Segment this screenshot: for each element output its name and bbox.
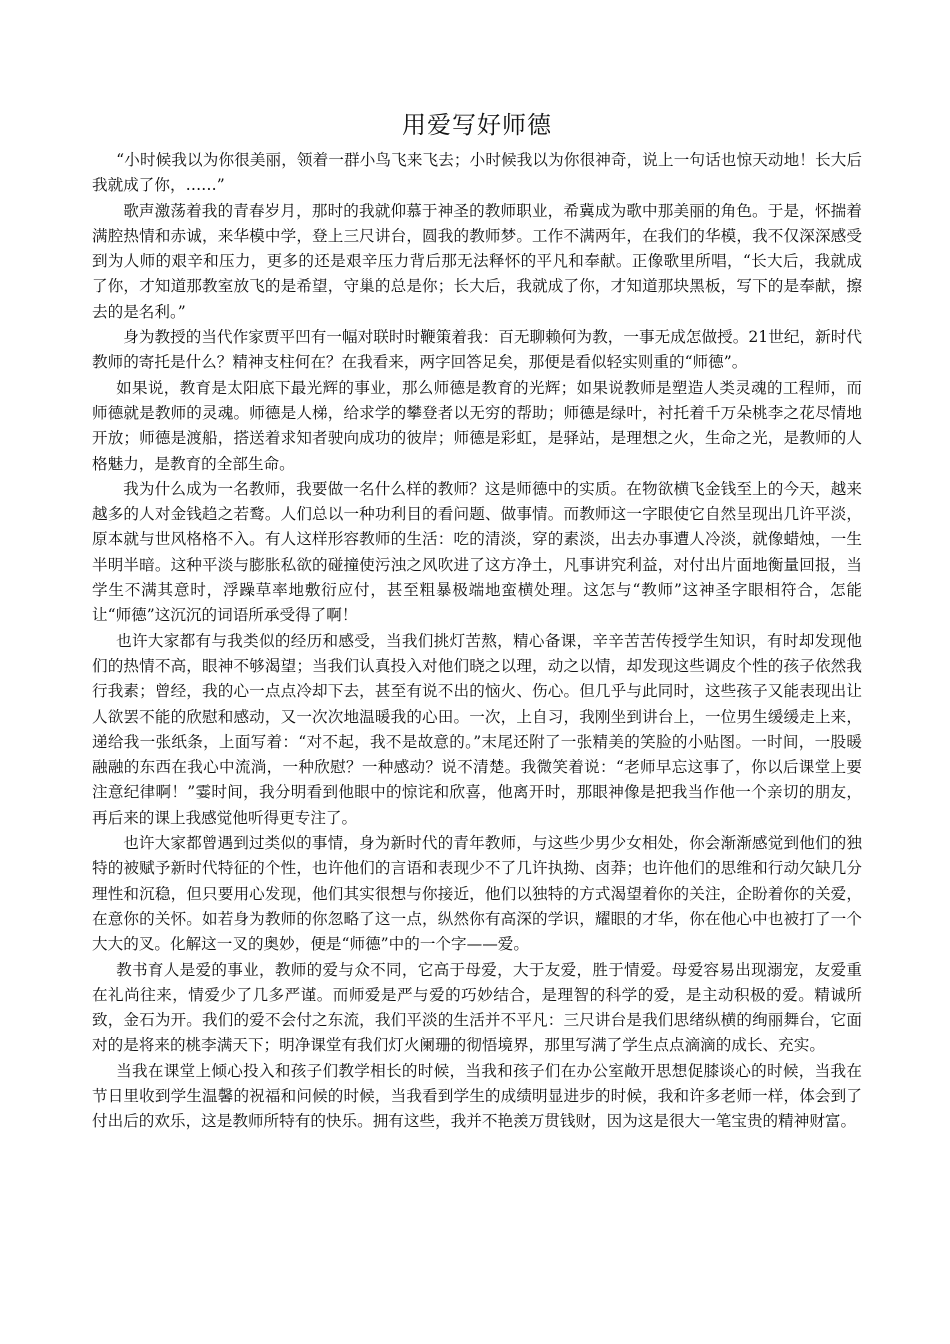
paragraph-why-teacher: 我为什么成为一名教师，我要做一名什么样的教师？这是师德中的实质。在物欲横飞金钱至上的今天，越来越多的人对金钱趋之若鹜。人们总以一种功利目的看问题、做事情。而教师这一字眼使它自然呈现出几许平淡，原本就与世风格格不入。有人这样形容教师的生活：吃的清淡，穿的素淡，出去办事遭人冷淡，就像蜡烛，一生半明半暗。这种平淡与膨胀私欲的碰撞使污浊之风吹进了这方净土，凡事讲究利益，对付出片面地衡量回报，当学生不满其意时，浮躁草率地敷衍应付，甚至粗暴极端地蛮横处理。这怎与“教师”这神圣字眼相符合，怎能让“师德”这沉沉的词语所承受得了啊！ (92, 479, 862, 625)
paragraph-song-quote: “小时候我以为你很美丽，领着一群小鸟飞来飞去；小时候我以为你很神奇，说上一句话也惊天动地！长大后我就成了你，……” (92, 151, 862, 195)
paragraph-joy-of-teaching: 当我在课堂上倾心投入和孩子们教学相长的时候，当我和孩子们在办公室敞开思想促膝谈心的时候，当我在节日里收到学生温馨的祝福和问候的时候，当我看到学生的成绩明显进步的时候，我和许多老师一样，体会到了付出后的欢乐，这是教师所特有的快乐。拥有这些，我并不艳羡万贯钱财，因为这是很大一笔宝贵的精神财富。 (92, 1061, 862, 1131)
document-title: 用爱写好师德 (402, 111, 552, 139)
paragraph-song-memories: 歌声激荡着我的青春岁月，那时的我就仰慕于神圣的教师职业，希冀成为歌中那美丽的角色。于是，怀揣着满腔热情和赤诚，来华模中学，登上三尺讲台，圆我的教师梦。工作不满两年，在我们的华模，我不仅深深感受到为人师的艰辛和压力，更多的还是艰辛压力背后那无法释怀的平凡和奉献。正像歌里所唱，“长大后，我就成了你，才知道那教室放飞的是希望，守巢的总是你；长大后，我就成了你，才知道那块黑板，写下的是奉献，擦去的是名利。” (92, 201, 862, 321)
paragraph-teacher-ethics-metaphors: 如果说，教育是太阳底下最光辉的事业，那么师德是教育的光辉；如果说教师是塑造人类灵魂的工程师，而师德就是教师的灵魂。师德是人梯，给求学的攀登者以无穷的帮助；师德是绿叶，衬托着千万朵桃李之花尽情地开放；师德是渡船，搭送着求知者驶向成功的彼岸；师德是彩虹，是驿站，是理想之火，生命之光，是教师的人格魅力，是教育的全部生命。 (92, 378, 862, 473)
paragraph-young-teachers: 也许大家都曾遇到过类似的事情，身为新时代的青年教师，与这些少男少女相处，你会渐渐感觉到他们的独特的被赋予新时代特征的个性，也许他们的言语和表现少不了几许执拗、卤莽；也许他们的思维和行动欠缺几分理性和沉稳，但只要用心发现，他们其实很想与你接近，他们以独特的方式渴望着你的关注，企盼着你的关爱，在意你的关怀。如若身为教师的你忽略了这一点，纵然你有高深的学识，耀眼的才华，你在他心中也被打了一个大大的叉。化解这一叉的奥妙，便是“师德”中的一个字——爱。 (92, 834, 862, 954)
paragraph-student-note-story: 也许大家都有与我类似的经历和感受，当我们挑灯苦熬，精心备课，辛辛苦苦传授学生知识，有时却发现他们的热情不高，眼神不够渴望；当我们认真投入对他们晓之以理，动之以情，却发现这些调皮个性的孩子依然我行我素；曾经，我的心一点点冷却下去，甚至有说不出的恼火、伤心。但几乎与此同时，这些孩子又能表现出让人欲罢不能的欣慰和感动，又一次次地温暖我的心田。一次，上自习，我刚坐到讲台上，一位男生缓缓走上来，递给我一张纸条，上面写着：“对不起，我不是故意的。”末尾还附了一张精美的笑脸的小贴图。一时间，一股暖融融的东西在我心中流淌，一种欣慰？一种感动？说不清楚。我微笑着说：“老师早忘这事了，你以后课堂上要注意纪律啊！”霎时间，我分明看到他眼中的惊诧和欣喜，他离开时，那眼神像是把我当作他一个亲切的朋友，再后来的课上我感觉他听得更专注了。 (92, 631, 862, 827)
document-page (92, 108, 862, 1135)
paragraph-teacher-love: 教书育人是爱的事业，教师的爱与众不同，它高于母爱，大于友爱，胜于情爱。母爱容易出现溺宠，友爱重在礼尚往来，情爱少了几多严谨。而师爱是严与爱的巧妙结合，是理智的科学的爱，是主动积极的爱。精诚所致，金石为开。我们的爱不会付之东流，我们平淡的生活并不平凡：三尺讲台是我们思绪纵横的绚丽舞台，它面对的是将来的桃李满天下；明净课堂有我们灯火阑珊的彻悟境界，那里写满了学生点点滴滴的成长、充实。 (92, 960, 862, 1055)
paragraph-couplet: 身为教授的当代作家贾平凹有一幅对联时时鞭策着我：百无聊赖何为教，一事无成怎做授。21世纪，新时代教师的寄托是什么？精神支柱何在？在我看来，两字回答足矣，那便是看似轻实则重的“师德”。 (92, 328, 862, 372)
